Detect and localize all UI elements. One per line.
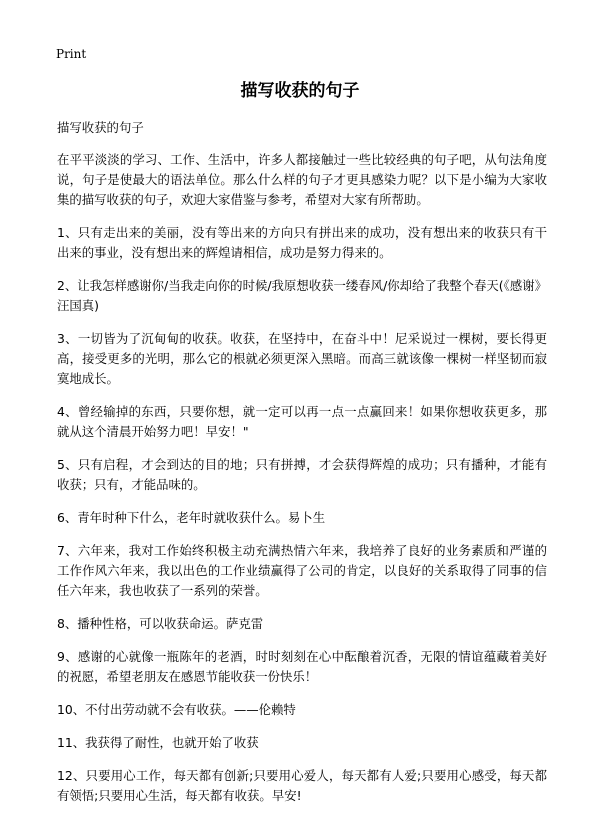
article-subtitle: 描写收获的句子 [57, 120, 144, 135]
list-item: 2、让我怎样感谢你/当我走向你的时候/我原想收获一缕春风/你却给了我整个春天(《感谢》汪国真) [57, 278, 547, 313]
article-body [57, 118, 547, 819]
list-item: 10、不付出劳动就不会有收获。——伦赖特 [57, 702, 296, 717]
intro-paragraph: 在平平淡淡的学习、工作、生活中，许多人都接触过一些比较经典的句子吧，从句法角度说，句子是使最大的语法单位。那么什么样的句子才更具感染力呢？以下是小编为大家收集的描写收获的句子，欢迎大家借鉴与参考，希望对大家有所帮助。 [57, 152, 547, 207]
print-link[interactable]: Print [56, 47, 87, 61]
list-item: 3、一切皆为了沉甸甸的收获。收获，在坚持中，在奋斗中！尼采说过一棵树，要长得更高，接受更多的光明，那么它的根就必须更深入黑暗。而高三就该像一棵树一样坚韧而寂寞地成长。 [57, 331, 547, 386]
list-item: 9、感谢的心就像一瓶陈年的老酒，时时刻刻在心中酝酿着沉香，无限的情谊蕴藏着美好的祝愿，希望老朋友在感恩节能收获一份快乐！ [57, 649, 547, 684]
list-item: 11、我获得了耐性，也就开始了收获 [57, 735, 259, 750]
list-item: 12、只要用心工作，每天都有创新;只要用心爱人，每天都有人爱;只要用心感受，每天都有领悟;只要用心生活，每天都有收获。早安! [57, 768, 547, 803]
list-item: 8、播种性格，可以收获命运。萨克雷 [57, 616, 264, 631]
list-item: 1、只有走出来的美丽，没有等出来的方向只有拼出来的成功，没有想出来的收获只有干出来的事业，没有想出来的辉煌请相信，成功是努力得来的。 [57, 225, 547, 260]
list-item: 4、曾经输掉的东西，只要你想，就一定可以再一点一点赢回来！如果你想收获更多，那就从这个清晨开始努力吧！早安！" [57, 404, 547, 439]
list-item: 7、六年来，我对工作始终积极主动充满热情六年来，我培养了良好的业务素质和严谨的工作作风六年来，我以出色的工作业绩赢得了公司的肯定，以良好的关系取得了同事的信任六年来，我也收获了一系列的荣誉。 [57, 543, 547, 598]
list-item: 5、只有启程，才会到达的目的地；只有拼搏，才会获得辉煌的成功；只有播种，才能有收获；只有，才能品味的。 [57, 457, 547, 492]
page-title: 描写收获的句子 [240, 81, 360, 101]
list-item: 6、青年时种下什么，老年时就收获什么。易卜生 [57, 510, 326, 525]
